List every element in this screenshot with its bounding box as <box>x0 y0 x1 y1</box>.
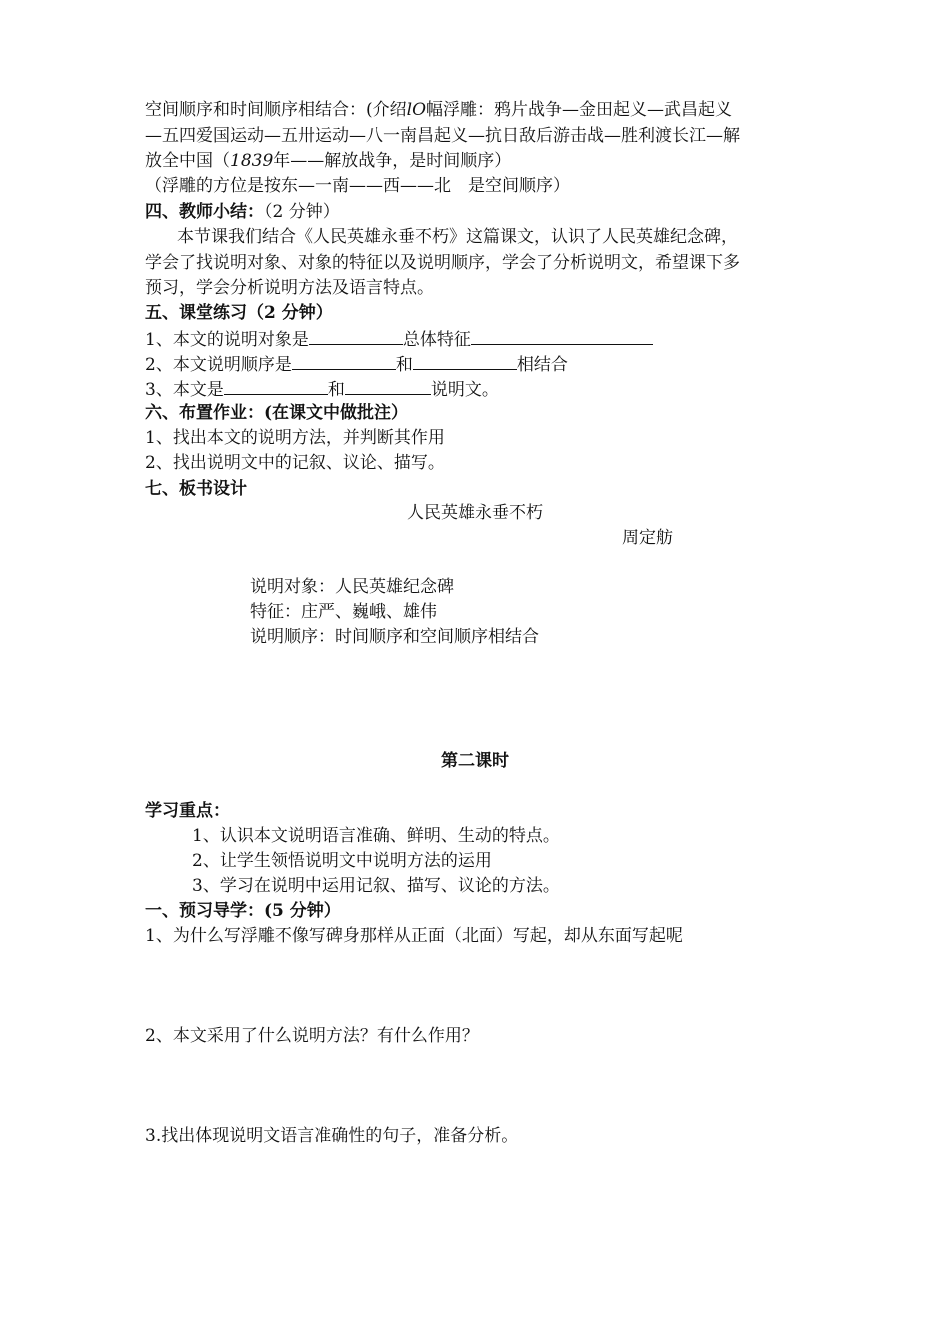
blank-order-1[interactable] <box>292 351 396 370</box>
q1-text: 1、本文的说明对象是 <box>145 330 309 350</box>
preview-question-3: 3.找出体现说明文语言准确性的句子，准备分析。 <box>145 1126 519 1146</box>
lesson2-title: 第二课时 <box>441 751 509 771</box>
order-line-4: （浮雕的方位是按东—一南——西——北 是空间顺序） <box>145 176 570 196</box>
number-ten: lO <box>406 100 427 120</box>
preview-heading: 一、预习导学：(5 分钟） <box>145 901 341 921</box>
preview-question-1: 1、为什么写浮雕不像写碑身那样从正面（北面）写起，却从东面写起呢 <box>145 926 683 946</box>
q3-text: 3、本文是 <box>145 380 224 400</box>
text-span: 空间顺序和时间顺序相结合：(介绍 <box>145 100 407 120</box>
preview-question-2: 2、本文采用了什么说明方法？有什么作用？ <box>145 1026 479 1046</box>
homework-item-2: 2、找出说明文中的记叙、议论、描写。 <box>145 453 445 473</box>
summary-para-line-3: 预习，学会分析说明方法及语言特点。 <box>145 278 434 298</box>
exercise-q1 <box>145 326 653 352</box>
blank-order-2[interactable] <box>413 351 517 370</box>
focus-item-2: 2、让学生领悟说明文中说明方法的运用 <box>192 851 492 871</box>
board-author: 周定舫 <box>622 528 673 548</box>
board-order: 说明顺序：时间顺序和空间顺序相结合 <box>250 627 539 647</box>
q3-text-c: 说明文。 <box>430 380 499 400</box>
board-object: 说明对象：人民英雄纪念碑 <box>250 577 454 597</box>
summary-para-line-2: 学会了找说明对象、对象的特征以及说明顺序，学会了分析说明文，希望课下多 <box>145 253 740 273</box>
year-1839: 1839 <box>230 151 274 171</box>
q2-text-c: 相结合 <box>516 355 568 375</box>
summary-duration: （2 分钟） <box>264 202 340 222</box>
exercise-q3 <box>145 376 499 402</box>
q2-text: 2、本文说明顺序是 <box>145 355 292 375</box>
blank-type-2[interactable] <box>345 376 431 395</box>
q1-text-b: 总体特征 <box>402 330 471 350</box>
blank-type-1[interactable] <box>224 376 328 395</box>
exercise-heading: 五、课堂练习（2 分钟） <box>145 303 333 323</box>
order-line-3 <box>145 149 511 173</box>
order-line-2: —五四爱国运动—五卅运动—八一南昌起义—抗日敌后游击战—胜利渡长江—解 <box>145 126 740 146</box>
summary-heading: 四、教师小结： <box>145 202 264 222</box>
focus-item-3: 3、学习在说明中运用记叙、描写、议论的方法。 <box>192 876 560 896</box>
text-span: 幅浮雕：鸦片战争—金田起义—武昌起义 <box>426 100 733 120</box>
board-title: 人民英雄永垂不朽 <box>407 503 543 523</box>
focus-item-1: 1、认识本文说明语言准确、鲜明、生动的特点。 <box>192 826 560 846</box>
q2-text-b: 和 <box>395 355 413 375</box>
board-feature: 特征：庄严、巍峨、雄伟 <box>250 602 437 622</box>
homework-item-1: 1、找出本文的说明方法，并判断其作用 <box>145 428 445 448</box>
q3-text-b: 和 <box>327 380 345 400</box>
focus-heading: 学习重点： <box>145 801 230 821</box>
blank-object[interactable] <box>309 326 403 345</box>
order-line-1 <box>145 98 732 122</box>
homework-heading: 六、布置作业：(在课文中做批注） <box>145 403 409 423</box>
text-span: 放全中国（ <box>145 151 230 171</box>
board-heading: 七、板书设计 <box>145 479 247 499</box>
summary-para-line-1: 本节课我们结合《人民英雄永垂不朽》这篇课文，认识了人民英雄纪念碑， <box>177 227 738 247</box>
exercise-q2 <box>145 351 568 377</box>
text-span: 年——解放战争，是时间顺序） <box>273 151 512 171</box>
blank-feature[interactable] <box>471 326 653 345</box>
summary-heading-line <box>145 200 340 224</box>
